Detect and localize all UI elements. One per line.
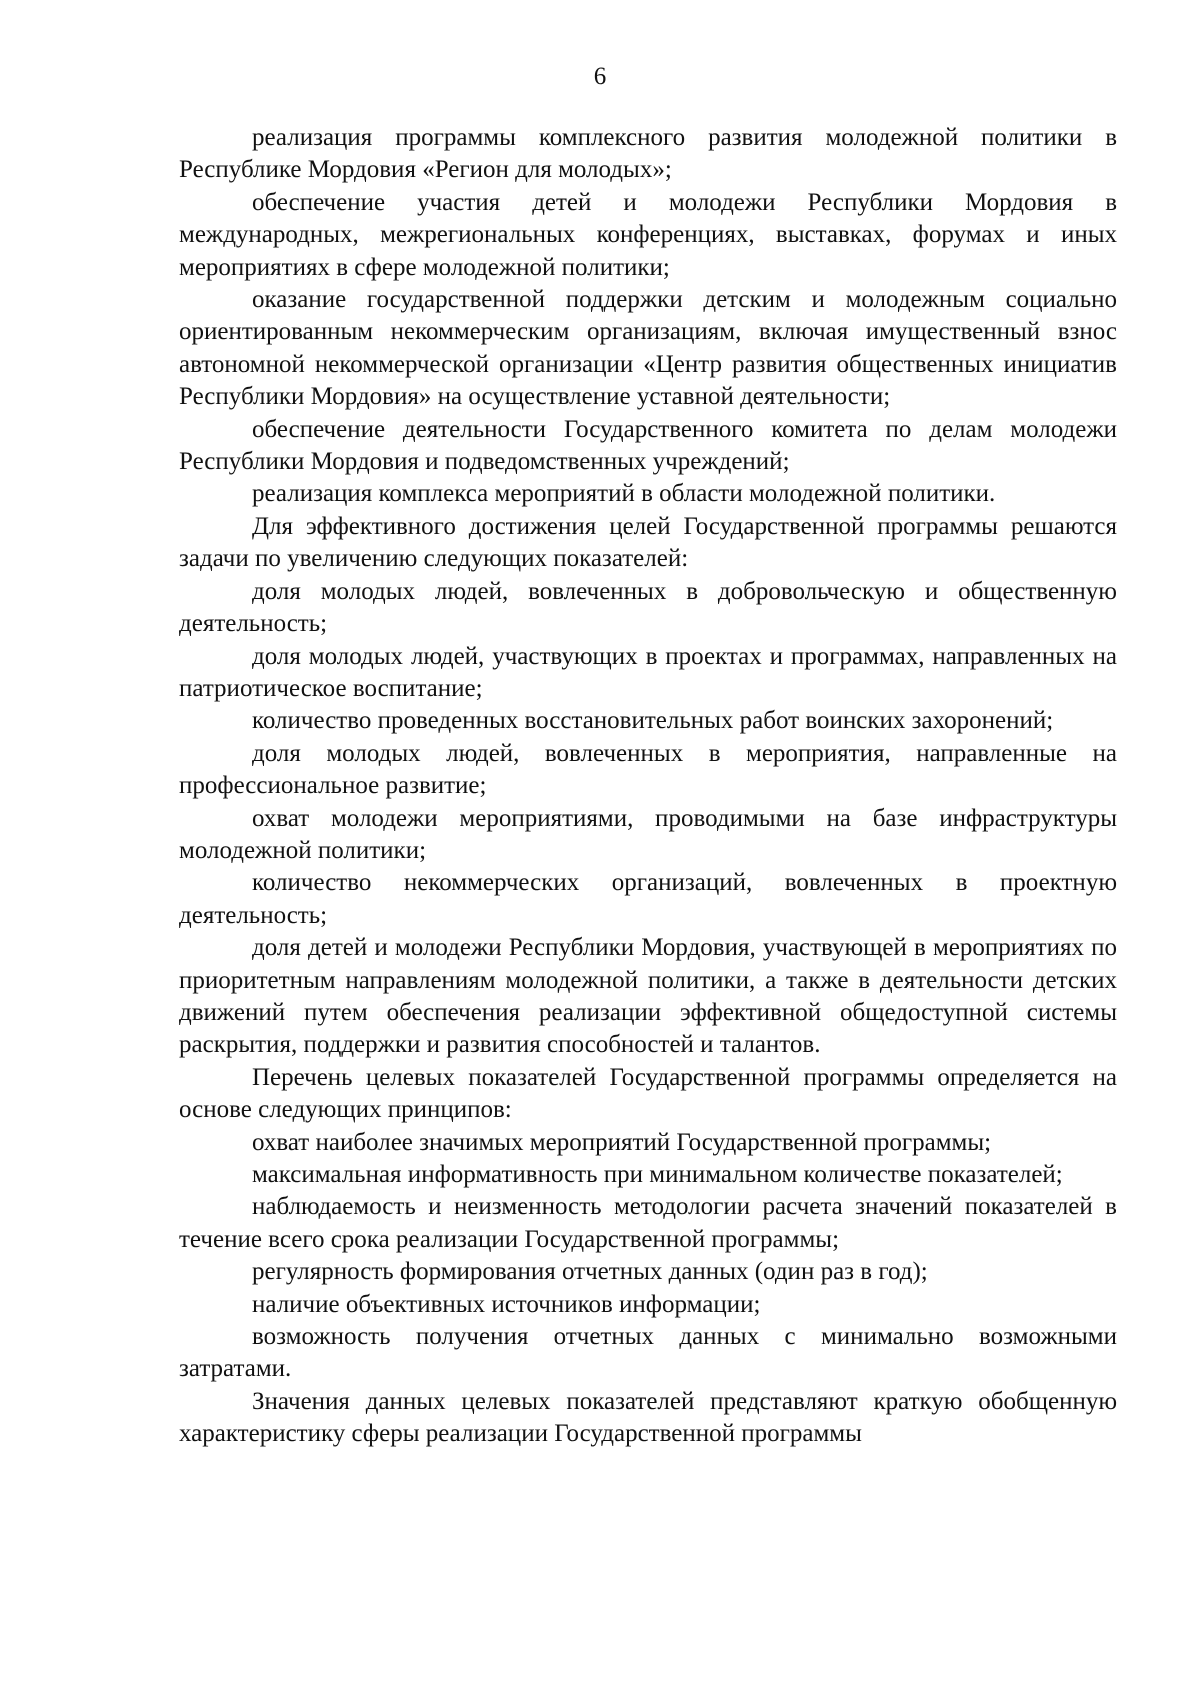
document-body <box>179 122 1117 1451</box>
paragraph: реализация комплекса мероприятий в области молодежной политики. <box>252 480 996 508</box>
paragraph: оказание государственной поддержки детским и молодежным социально ориентированным некоммерческим организациям, включая имущественный взнос автономной некоммерческой организации «Центр развития общественных инициатив Республики Мордовия» на осуществление уставной деятельности; <box>179 286 1117 411</box>
paragraph: Перечень целевых показателей Государственной программы определяется на основе следующих принципов: <box>179 1063 1117 1124</box>
paragraph: наблюдаемость и неизменность методологии расчета значений показателей в течение всего срока реализации Государственной программы; <box>179 1193 1117 1253</box>
paragraph: максимальная информативность при минимальном количестве показателей; <box>252 1161 1063 1188</box>
paragraph: возможность получения отчетных данных с минимально возможными затратами. <box>179 1323 1117 1383</box>
paragraph: доля молодых людей, вовлеченных в добровольческую и общественную деятельность; <box>179 577 1117 638</box>
paragraph: доля детей и молодежи Республики Мордовия, участвующей в мероприятиях по приоритетным направлениям молодежной политики, а также в деятельности детских движений путем обеспечения реализации эффективной общедоступной системы раскрытия, поддержки и развития способностей и талантов. <box>179 934 1117 1059</box>
paragraph: доля молодых людей, вовлеченных в мероприятия, направленные на профессиональное развитие; <box>179 739 1117 800</box>
paragraph: реализация программы комплексного развития молодежной политики в Республике Мордовия «Регион для молодых»; <box>179 124 1117 184</box>
paragraph: обеспечение участия детей и молодежи Республики Мордовия в международных, межрегиональных конференциях, выставках, форумах и иных мероприятиях в сфере молодежной политики; <box>179 188 1117 281</box>
paragraph: количество проведенных восстановительных работ воинских захоронений; <box>252 707 1054 735</box>
paragraph: Для эффективного достижения целей Государственной программы решаются задачи по увеличению следующих показателей: <box>179 512 1117 573</box>
paragraph: количество некоммерческих организаций, вовлеченных в проектную деятельность; <box>179 869 1117 929</box>
page-number: 6 <box>593 63 607 90</box>
paragraph: доля молодых людей, участвующих в проектах и программах, направленных на патриотическое воспитание; <box>179 642 1117 702</box>
paragraph: Значения данных целевых показателей представляют краткую обобщенную характеристику сферы реализации Государственной программы <box>179 1387 1117 1448</box>
paragraph: охват молодежи мероприятиями, проводимыми на базе инфраструктуры молодежной политики; <box>179 804 1117 864</box>
paragraph: охват наиболее значимых мероприятий Государственной программы; <box>252 1128 992 1156</box>
paragraph: обеспечение деятельности Государственного комитета по делам молодежи Республики Мордовия и подведомственных учреждений; <box>179 415 1117 476</box>
paragraph: регулярность формирования отчетных данных (один раз в год); <box>252 1258 928 1286</box>
paragraph: наличие объективных источников информации; <box>252 1290 761 1318</box>
